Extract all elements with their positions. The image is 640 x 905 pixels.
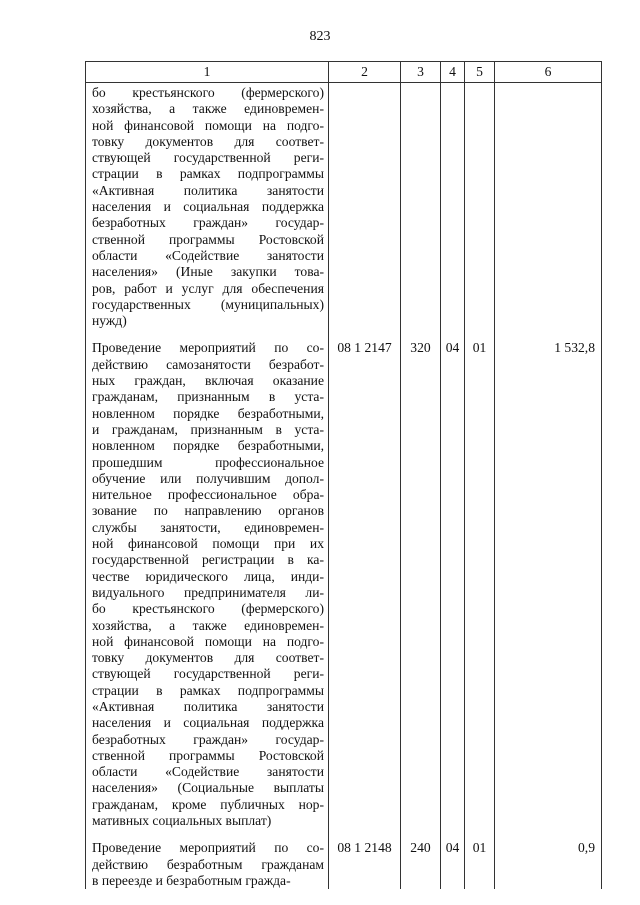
row-expense-type: 240 — [401, 840, 441, 889]
description-line: населения и социальная поддержка — [92, 715, 324, 731]
description-line: ственной программы Ростовской — [92, 747, 324, 763]
description-line: ственной программы Ростовской — [92, 231, 324, 247]
description-line: бо крестьянского (фермерского) — [92, 85, 324, 100]
description-line: честве юридического лица, инди- — [92, 568, 324, 584]
table-row — [86, 840, 602, 889]
description-line: ной финансовой помощи на подго- — [92, 117, 324, 133]
description-line: видуального предпринимателя ли- — [92, 584, 324, 600]
description-line: хозяйства, а также единовремен- — [92, 101, 324, 117]
column-header: 2 — [329, 62, 401, 83]
column-header: 5 — [465, 62, 495, 83]
row-code: 08 1 2147 — [329, 340, 401, 840]
description-line: гражданам, признанным в уста- — [92, 389, 324, 405]
description-line: государственной регистрации в ка- — [92, 552, 324, 568]
description-line: службы занятости, единовремен- — [92, 519, 324, 535]
description-line: мативных социальных выплат) — [92, 813, 272, 829]
table-row — [86, 83, 602, 341]
row-code: 08 1 2148 — [329, 840, 401, 889]
description-line: ствующей государственной реги- — [92, 150, 324, 166]
description-line: страции в рамках подпрограммы — [92, 682, 324, 698]
description-line: страции в рамках подпрограммы — [92, 166, 324, 182]
row-amount — [495, 83, 602, 341]
description-line: «Активная политика занятости — [92, 698, 324, 714]
row-section: 04 — [441, 840, 465, 889]
description-line: ров, работ и услуг для обеспечения — [92, 280, 324, 296]
row-description — [86, 340, 329, 840]
description-line: государственных (муниципальных) — [92, 296, 324, 312]
description-line: зование по направлению органов — [92, 503, 324, 519]
description-line: хозяйства, а также единовремен- — [92, 617, 324, 633]
row-amount: 1 532,8 — [495, 340, 602, 840]
column-header: 6 — [495, 62, 602, 83]
description-line: ной финансовой помощи на подго- — [92, 633, 324, 649]
column-header: 1 — [86, 62, 329, 83]
description-line: населения и социальная поддержка — [92, 199, 324, 215]
row-amount: 0,9 — [495, 840, 602, 889]
description-line: бо крестьянского (фермерского) — [92, 601, 324, 617]
description-line: действию безработным гражданам — [92, 856, 324, 872]
description-line: нужд) — [92, 313, 127, 329]
description-line: товку документов для соответ- — [92, 650, 324, 666]
description-line: новленном порядке безработными, — [92, 438, 324, 454]
row-description — [86, 840, 329, 889]
description-line: безработных граждан» государ- — [92, 731, 324, 747]
description-line: товку документов для соответ- — [92, 133, 324, 149]
row-expense-type — [401, 83, 441, 341]
row-subsection — [465, 83, 495, 341]
description-line: области «Содействие занятости — [92, 247, 324, 263]
page-number: 823 — [309, 29, 331, 44]
description-line: ствующей государственной реги- — [92, 666, 324, 682]
description-line: прошедшим профессиональное — [92, 454, 324, 470]
description-line: ной финансовой помощи при их — [92, 536, 324, 552]
description-line: Проведение мероприятий по со- — [92, 340, 324, 356]
row-section — [441, 83, 465, 341]
description-line: ных граждан, включая оказание — [92, 373, 324, 389]
description-line: гражданам, кроме публичных нор- — [92, 796, 324, 812]
table-row — [86, 340, 602, 840]
description-line: населения» (Социальные выплаты — [92, 780, 324, 796]
description-line: в переезде и безработным гражда- — [92, 872, 291, 888]
description-line: безработных граждан» государ- — [92, 215, 324, 231]
description-line: населения» (Иные закупки това- — [92, 264, 324, 280]
description-line: обучение или получившим допол- — [92, 470, 324, 486]
row-code — [329, 83, 401, 341]
description-line: действию самозанятости безработ- — [92, 356, 324, 372]
description-line: новленном порядке безработными, — [92, 405, 324, 421]
row-subsection: 01 — [465, 340, 495, 840]
budget-table — [85, 61, 602, 889]
row-expense-type: 320 — [401, 340, 441, 840]
row-description — [86, 83, 329, 341]
description-line: Проведение мероприятий по со- — [92, 840, 324, 856]
description-line: области «Содействие занятости — [92, 764, 324, 780]
column-header: 4 — [441, 62, 465, 83]
row-section: 04 — [441, 340, 465, 840]
column-header: 3 — [401, 62, 441, 83]
description-line: нительное профессиональное обра- — [92, 487, 324, 503]
row-subsection: 01 — [465, 840, 495, 889]
header-row — [86, 62, 602, 83]
description-line: «Активная политика занятости — [92, 182, 324, 198]
description-line: и гражданам, признанным в уста- — [92, 421, 324, 437]
